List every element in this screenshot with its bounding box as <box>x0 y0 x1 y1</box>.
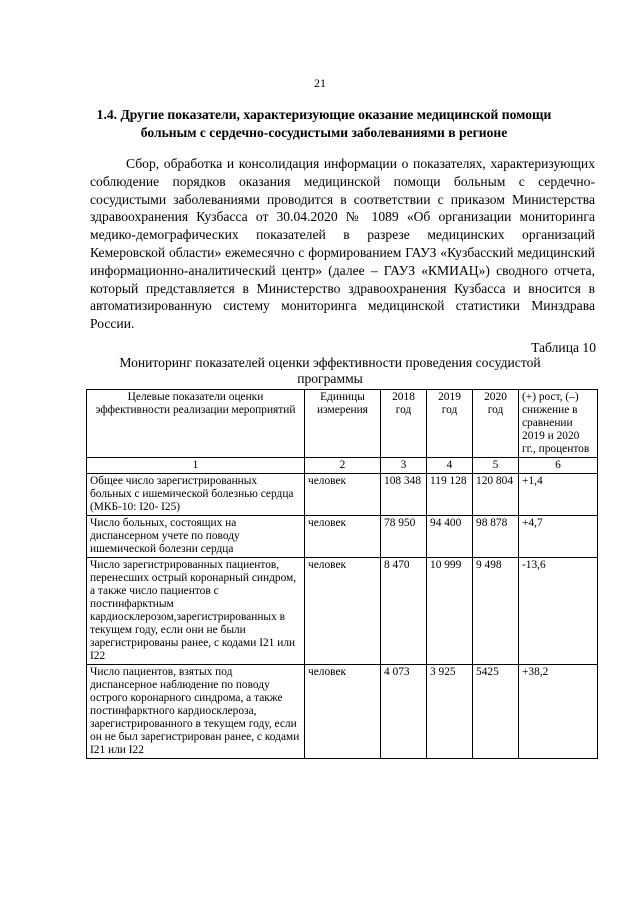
column-number: 1 <box>87 458 305 474</box>
change-cell: +1,4 <box>519 474 598 516</box>
column-number: 5 <box>473 458 519 474</box>
value-2019-cell: 3 925 <box>427 665 473 759</box>
unit-cell: человек <box>305 665 381 759</box>
value-2018-cell: 8 470 <box>381 558 427 665</box>
monitoring-table <box>86 389 598 759</box>
table-row <box>87 516 598 558</box>
indicator-cell: Число зарегистрированных пациентов, перенесших острый коронарный синдром, а также число пациентов с постинфарктным кардиосклерозом,зарегистрированных в текущем году, если они не были зарегистрированы ранее, с кодами I21 или I22 <box>87 558 305 665</box>
section-heading: 1.4. Другие показатели, характеризующие оказание медицинской помощи больным с сердечно-сосудистыми заболеваниями в регионе <box>96 107 552 140</box>
column-number: 2 <box>305 458 381 474</box>
header-2018: 2018 год <box>381 390 427 458</box>
column-number: 6 <box>519 458 598 474</box>
header-unit: Единицы измерения <box>305 390 381 458</box>
unit-cell: человек <box>305 516 381 558</box>
value-2018-cell: 4 073 <box>381 665 427 759</box>
header-2020: 2020 год <box>473 390 519 458</box>
value-2018-cell: 108 348 <box>381 474 427 516</box>
value-2019-cell: 119 128 <box>427 474 473 516</box>
column-number-row <box>87 458 598 474</box>
table-row <box>87 665 598 759</box>
table-row <box>87 474 598 516</box>
table-header-row <box>87 390 598 458</box>
value-2018-cell: 78 950 <box>381 516 427 558</box>
table-label: Таблица 10 <box>531 340 596 355</box>
indicator-cell: Число больных, состоящих на диспансерном учете по поводу ишемической болезни сердца <box>87 516 305 558</box>
column-number: 3 <box>381 458 427 474</box>
header-indicator: Целевые показатели оценки эффективности реализации мероприятий <box>87 390 305 458</box>
page-number: 21 <box>314 76 326 90</box>
unit-cell: человек <box>305 474 381 516</box>
change-cell: +38,2 <box>519 665 598 759</box>
body-paragraph: Сбор, обработка и консолидация информации о показателях, характеризующих соблюдение порядков оказания медицинской помощи больным с сердечно-сосудистыми заболеваниями проводится в соответствии с приказом Министерства здравоохранения Кузбасса от 30.04.2020 № 1089 «Об организации мониторинга медико-демографических показателей в разрезе медицинских организаций Кемеровской области» ежемесячно с формированием ГАУЗ «Кузбасский медицинский информационно-аналитический центр» (далее – ГАУЗ «КМИАЦ») сводного отчета, который представляется в Министерство здравоохранения Кузбасса и вносится в автоматизированную систему мониторинга медицинской статистики Минздрава России. <box>90 156 595 332</box>
change-cell: -13,6 <box>519 558 598 665</box>
header-2019: 2019 год <box>427 390 473 458</box>
table-title: Мониторинг показателей оценки эффективности проведения сосудистой программы <box>119 355 541 386</box>
value-2020-cell: 98 878 <box>473 516 519 558</box>
unit-cell: человек <box>305 558 381 665</box>
value-2020-cell: 5425 <box>473 665 519 759</box>
value-2020-cell: 9 498 <box>473 558 519 665</box>
header-change: (+) рост, (–) снижение в сравнении 2019 и 2020 гг., процентов <box>519 390 598 458</box>
table-row <box>87 558 598 665</box>
indicator-cell: Общее число зарегистрированных больных с ишемической болезнью сердца (МКБ-10: I20- I25) <box>87 474 305 516</box>
value-2020-cell: 120 804 <box>473 474 519 516</box>
value-2019-cell: 94 400 <box>427 516 473 558</box>
indicator-cell: Число пациентов, взятых под диспансерное наблюдение по поводу острого коронарного синдрома, а также постинфарктного кардиосклероза, зарегистрированного в текущем году, если он не был зарегистрирован ранее, с кодами I21 или I22 <box>87 665 305 759</box>
column-number: 4 <box>427 458 473 474</box>
change-cell: +4,7 <box>519 516 598 558</box>
value-2019-cell: 10 999 <box>427 558 473 665</box>
